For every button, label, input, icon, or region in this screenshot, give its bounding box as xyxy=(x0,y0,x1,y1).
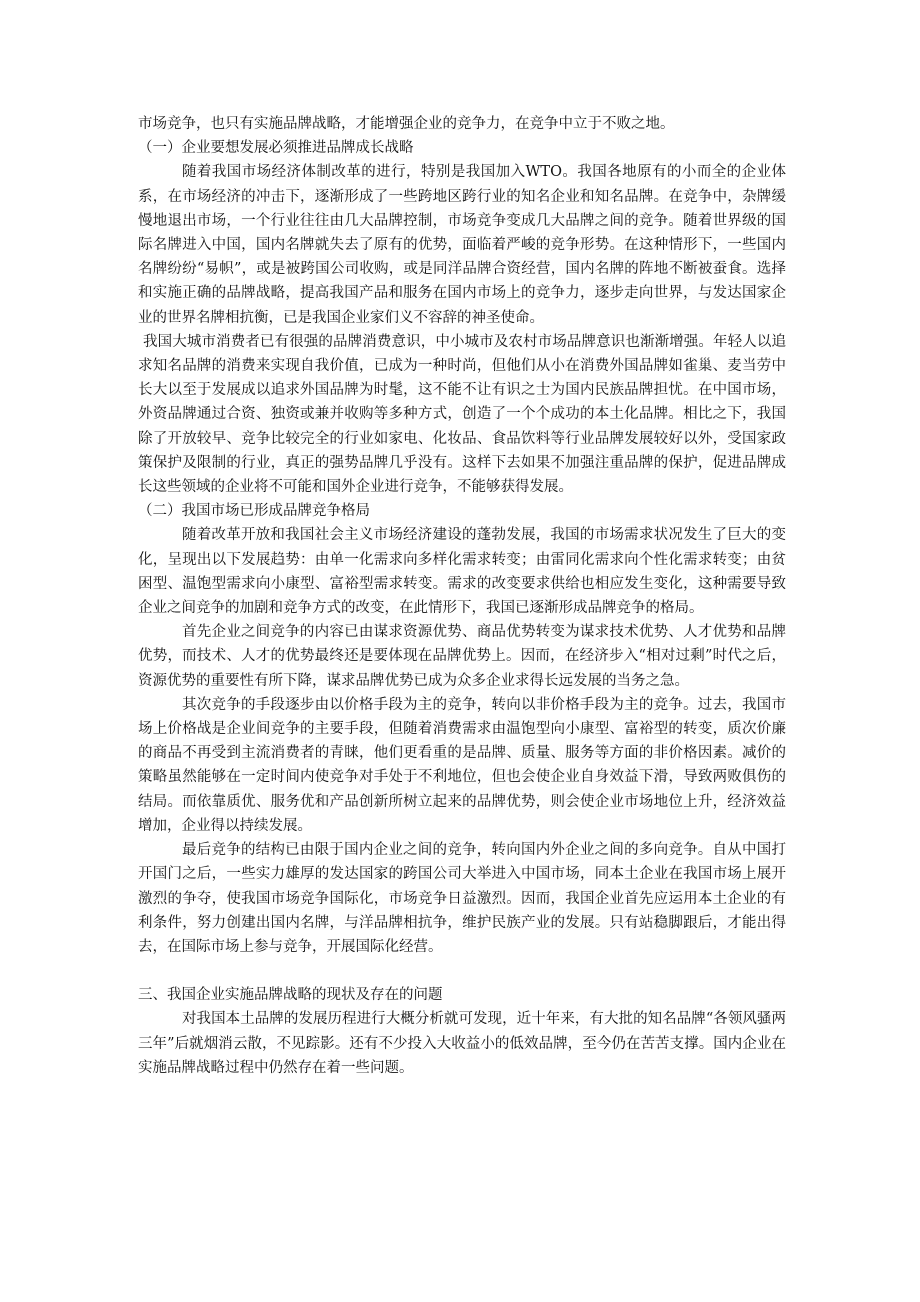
document-page xyxy=(138,112,786,1080)
paragraph-competition-means: 其次竞争的手段逐步由以价格手段为主的竞争，转向以非价格手段为主的竞争。过去，我国市场上价格战是企业间竞争的主要手段，但随着消费需求由温饱型向小康型、富裕型的转变，质次价廉的商品不再受到主流消费者的青睐，他们更看重的是品牌、质量、服务等方面的非价格因素。减价的策略虽然能够在一定时间内使竞争对手处于不利地位，但也会使企业自身效益下滑，导致两败俱伤的结局。而依靠质优、服务优和产品创新所树立起来的品牌优势，则会使企业市场地位上升，经济效益增加，企业得以持续发展。 xyxy=(138,696,786,834)
paragraph-competition-structure: 最后竞争的结构已由限于国内企业之间的竞争，转向国内外企业之间的多向竞争。自从中国打开国门之后，一些实力雄厚的发达国家的跨国公司大举进入中国市场，同本土企业在我国市场上展开激烈的争夺，使我国市场竞争国际化，市场竞争日益激烈。因而，我国企业首先应运用本土企业的有利条件，努力创建出国内名牌，与洋品牌相抗争，维护民族产业的发展。只有站稳脚跟后，才能出得去，在国际市场上参与竞争，开展国际化经营。 xyxy=(138,842,786,955)
paragraph-current-status: 对我国本土品牌的发展历程进行大概分析就可发现，近十年来，有大批的知名品牌“各领风骚两三年”后就烟消云散，不见踪影。还有不少投入大收益小的低效品牌，至今仍在苦苦支撑。国内企业在实施品牌战略过程中仍然存在着一些问题。 xyxy=(138,1011,786,1076)
section-heading-3: 三、我国企业实施品牌战略的现状及存在的问题 xyxy=(138,987,443,1004)
paragraph-gap xyxy=(138,959,786,983)
paragraph-competition-content: 首先企业之间竞争的内容已由谋求资源优势、商品优势转变为谋求技术优势、人才优势和品牌优势，而技术、人才的优势最终还是要体现在品牌优势上。因而，在经济步入“相对过剩”时代之后，资源优势的重要性有所下降，谋求品牌优势已成为众多企业求得长远发展的当务之急。 xyxy=(138,624,786,689)
paragraph-market-trends: 随着改革开放和我国社会主义市场经济建设的蓬勃发展，我国的市场需求状况发生了巨大的变化，呈现出以下发展趋势：由单一化需求向多样化需求转变；由雷同化需求向个性化需求转变；由贫困型、温饱型需求向小康型、富裕型需求转变。需求的改变要求供给也相应发生变化，这种需要导致企业之间竞争的加剧和竞争方式的改变，在此情形下，我国已逐渐形成品牌竞争的格局。 xyxy=(138,527,786,617)
paragraph-consumer-awareness: 我国大城市消费者已有很强的品牌消费意识，中小城市及农村市场品牌意识也渐渐增强。年轻人以追求知名品牌的消费来实现自我价值，已成为一种时尚，但他们从小在消费外国品牌如雀巢、麦当劳中长大以至于发展成以追求外国品牌为时髦，这不能不让有识之士为国内民族品牌担忧。在中国市场，外资品牌通过合资、独资或兼并收购等多种方式，创造了一个个成功的本土化品牌。相比之下，我国除了开放较早、竞争比较完全的行业如家电、化妆品、食品饮料等行业品牌发展较好以外，受国家政策保护及限制的行业，真正的强势品牌几乎没有。这样下去如果不加强注重品牌的保护，促进品牌成长这些领域的企业将不可能和国外企业进行竞争，不能够获得发展。 xyxy=(138,333,786,496)
paragraph-intro: 市场竞争，也只有实施品牌战略，才能增强企业的竞争力，在竞争中立于不败之地。 xyxy=(138,116,675,132)
paragraph-brand-growth: 随着我国市场经济体制改革的进行，特别是我国加入WTO。我国各地原有的小而全的企业体系，在市场经济的冲击下，逐渐形成了一些跨地区跨行业的知名企业和知名品牌。在竞争中，杂牌缓慢地退出市场，一个行业往往由几大品牌控制，市场竞争变成几大品牌之间的竞争。随着世界级的国际名牌进入中国，国内名牌就失去了原有的优势，面临着严峻的竞争形势。在这种情形下，一些国内名牌纷纷“易帜”，或是被跨国公司收购，或是同洋品牌合资经营，国内名牌的阵地不断被蚕食。选择和实施正确的品牌战略，提高我国产品和服务在国内市场上的竞争力，逐步走向世界，与发达国家企业的世界名牌相抗衡，已是我国企业家们义不容辞的神圣使命。 xyxy=(138,164,786,326)
section-heading-1: （一）企业要想发展必须推进品牌成长战略 xyxy=(138,140,414,157)
section-heading-2: （二）我国市场已形成品牌竞争格局 xyxy=(138,503,370,520)
